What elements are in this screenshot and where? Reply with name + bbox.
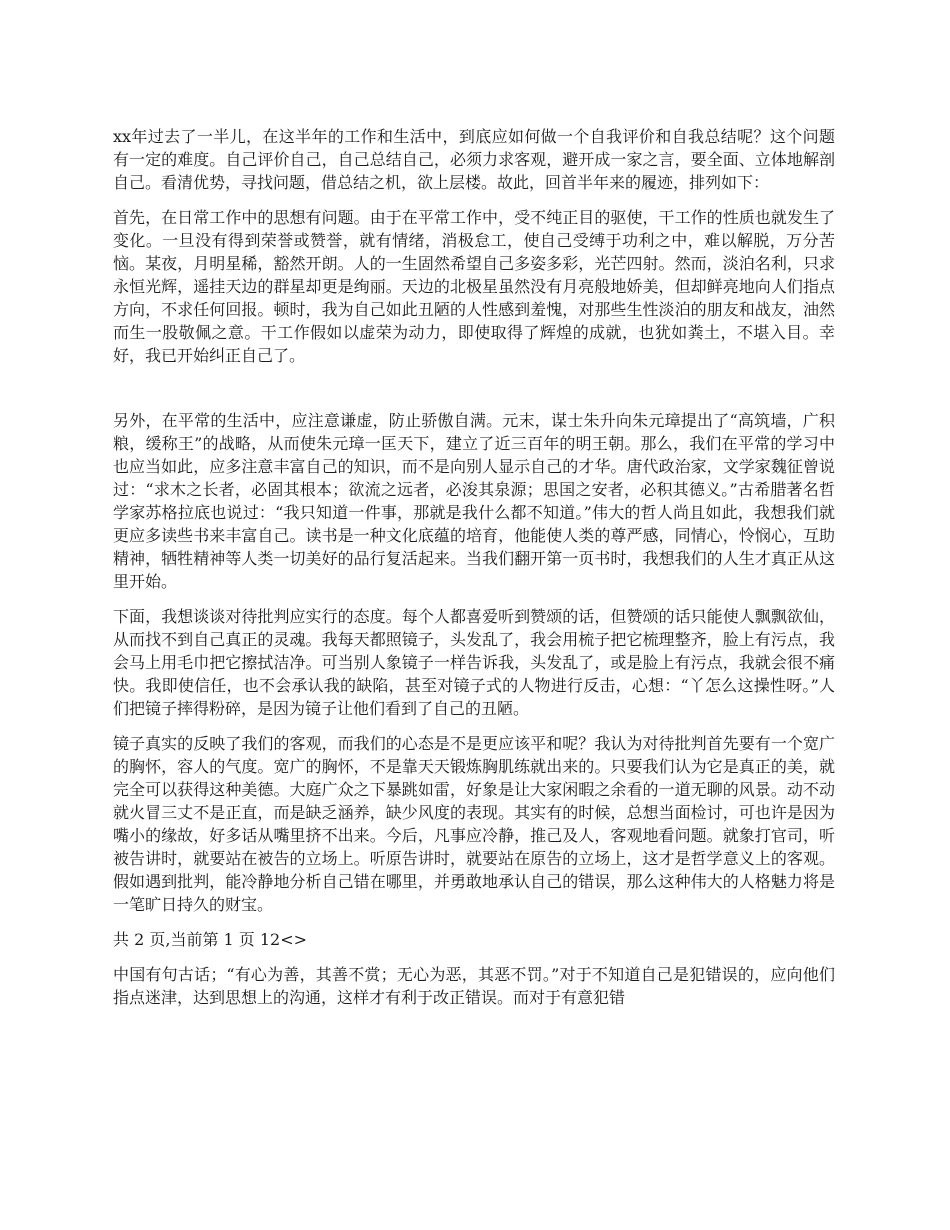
paragraph-mirror: 镜子真实的反映了我们的客观，而我们的心态是不是更应该平和呢？我认为对待批判首先要有一个宽广的胸怀，容人的气度。宽广的胸怀，不是靠天天锻炼胸肌练就出来的。只要我们认为它是真正的美，就完全可以获得这种美德。大庭广众之下暴跳如雷，好象是让大家闲暇之余看的一道无聊的风景。动不动就火冒三丈不是正直，而是缺乏涵养，缺少风度的表现。其实有的时候，总想当面检讨，可也许是因为嘴小的缘故，好多话从嘴里挤不出来。今后，凡事应冷静，推己及人，客观地看问题。就象打官司，听被告讲时，就要站在被告的立场上。听原告讲时，就要站在原告的立场上，这才是哲学意义上的客观。假如遇到批判，能冷静地分析自己错在哪里，并勇敢地承认自己的错误，那么这种伟大的人格魅力将是一笔旷日持久的财宝。 xyxy=(113,734,835,914)
paragraph-continuation: 中国有句古话；“有心为善，其善不赏；无心为恶，其恶不罚。”对于不知道自己是犯错误的，应向他们指点迷津，达到思想上的沟通，这样才有利于改正错误。而对于有意犯错 xyxy=(113,965,835,1007)
paragraph-humility: 另外，在平常的生活中，应注意谦虚，防止骄傲自满。元末，谋士朱升向朱元璋提出了“高筑墙，广积粮，缓称王”的战略，从而使朱元璋一匡天下，建立了近三百年的明王朝。那么，我们在平常的学习中也应当如此，应多注意丰富自己的知识，而不是向别人显示自己的才华。唐代政治家，文学家魏征曾说过：“求木之长者，必固其根本；欲流之远者，必浚其泉源；思国之安者，必积其德义。”古希腊著名哲学家苏格拉底也说过：“我只知道一件事，那就是我什么都不知道。”伟大的哲人尚且如此，我想我们就更应多读些书来丰富自己。读书是一种文化底蕴的培育，他能使人类的尊严感，同情心，怜悯心，互助精神，牺牲精神等人类一切美好的品行复活起来。当我们翻开第一页书时，我想我们的人生才真正从这里开始。 xyxy=(113,411,835,591)
paragraph-work-mindset: 首先，在日常工作中的思想有问题。由于在平常工作中，受不纯正目的驱使，干工作的性质也就发生了变化。一旦没有得到荣誉或赞誉，就有情绪，消极怠工，使自己受缚于功利之中，难以解脱，万分苦恼。某夜，月明星稀，豁然开朗。人的一生固然希望自己多姿多彩，光芒四射。然而，淡泊名利，只求永恒光辉，遥挂天边的群星却更是绚丽。天边的北极星虽然没有月亮般地娇美，但却鲜亮地向人们指点方向，不求任何回报。顿时，我为自己如此丑陋的人性感到羞愧，对那些生性淡泊的朋友和战友，油然而生一股敬佩之意。干工作假如以虚荣为动力，即使取得了辉煌的成就，也犹如粪土，不堪入目。幸好，我已开始纠正自己了。 xyxy=(113,208,835,365)
document-body xyxy=(113,125,835,1009)
pagination-text: 共 2 页,当前第 1 页 12<> xyxy=(113,930,308,949)
paragraph-criticism-attitude: 下面，我想谈谈对待批判应实行的态度。每个人都喜爱听到赞颂的话，但赞颂的话只能使人飘飘欲仙，从而找不到自己真正的灵魂。我每天都照镜子，头发乱了，我会用梳子把它梳理整齐，脸上有污点，我会马上用毛巾把它擦拭洁净。可当别人象镜子一样告诉我，头发乱了，或是脸上有污点，我就会很不痛快。我即使信任，也不会承认我的缺陷，甚至对镜子式的人物进行反击，心想：“丫怎么这操性呀。”人们把镜子摔得粉碎，是因为镜子让他们看到了自己的丑陋。 xyxy=(113,607,835,718)
paragraph-intro: xx年过去了一半儿，在这半年的工作和生活中，到底应如何做一个自我评价和自我总结呢？这个问题有一定的难度。自己评价自己，自己总结自己，必须力求客观，避开成一家之言，要全面、立体地解剖自己。看清优势，寻找问题，借总结之机，欲上层楼。故此，回首半年来的履迹，排列如下： xyxy=(113,127,835,192)
